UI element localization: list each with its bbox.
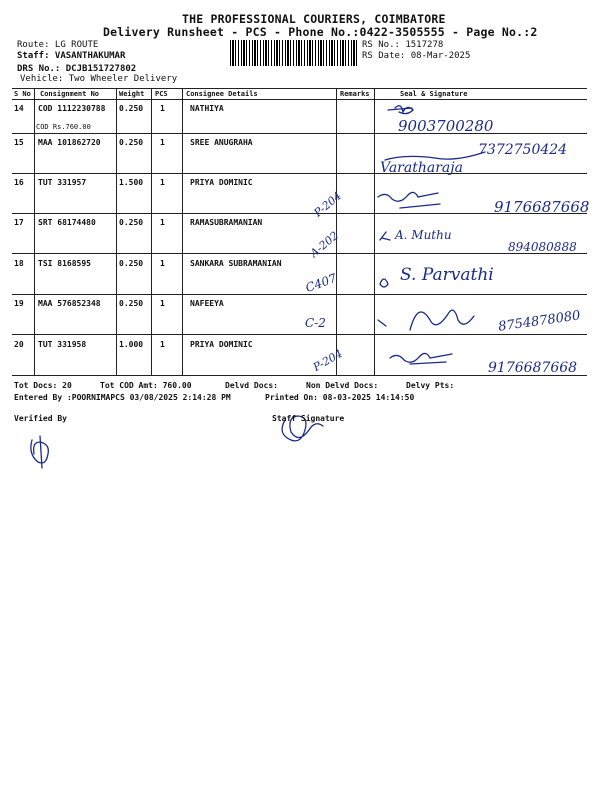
handwritten-remark: P-204 bbox=[311, 189, 345, 220]
signature-stroke bbox=[390, 353, 452, 362]
route-label: Route: LG ROUTE bbox=[17, 40, 99, 50]
cell-sno: 15 bbox=[14, 138, 24, 147]
cell-consignee: NAFEEYA bbox=[190, 299, 224, 308]
cell-consignee: PRIYA DOMINIC bbox=[190, 178, 253, 187]
cod-amount-note: COD Rs.760.00 bbox=[36, 123, 91, 131]
handwritten-phone: 7372750424 bbox=[478, 142, 568, 158]
handwritten-remark: C-2 bbox=[305, 316, 326, 330]
cell-pcs: 1 bbox=[160, 299, 165, 308]
cell-consignment: MAA 576852348 bbox=[38, 299, 101, 308]
cell-weight: 1.000 bbox=[119, 340, 144, 349]
cell-pcs: 1 bbox=[160, 340, 165, 349]
cell-pcs: 1 bbox=[160, 138, 165, 147]
cell-weight: 0.250 bbox=[119, 104, 144, 113]
cell-consignment: TUT 331958 bbox=[38, 340, 87, 349]
staff-label: Staff: VASANTHAKUMAR bbox=[17, 51, 126, 61]
printed-on: Printed On: 08-03-2025 14:14:50 bbox=[265, 393, 415, 402]
delivery-points: Delvy Pts: bbox=[406, 381, 455, 390]
signature-stroke bbox=[410, 310, 474, 330]
handwritten-phone: 9176687668 bbox=[488, 360, 578, 376]
cell-weight: 0.250 bbox=[119, 299, 144, 308]
rs-date: RS Date: 08-Mar-2025 bbox=[362, 51, 471, 61]
verified-by-label: Verified By bbox=[14, 414, 67, 423]
cell-sno: 20 bbox=[14, 340, 24, 349]
drs-number: DRS No.: DCJB151727802 bbox=[17, 64, 137, 74]
cell-weight: 1.500 bbox=[119, 178, 144, 187]
handwritten-remark: A-202 bbox=[307, 229, 342, 260]
handwritten-remark: P-204 bbox=[310, 346, 345, 375]
col-header-consignee: Consignee Details bbox=[186, 90, 258, 98]
col-header-seal-signature: Seal & Signature bbox=[400, 90, 468, 98]
staff-signature-label: Staff Signature bbox=[272, 414, 345, 423]
cell-consignee: PRIYA DOMINIC bbox=[190, 340, 253, 349]
handwritten-name: Varatharaja bbox=[380, 160, 463, 176]
cell-pcs: 1 bbox=[160, 178, 165, 187]
cell-consignment: MAA 101862720 bbox=[38, 138, 101, 147]
handwritten-phone: 894080888 bbox=[508, 240, 577, 254]
cell-consignee: NATHIYA bbox=[190, 104, 224, 113]
cell-sno: 17 bbox=[14, 218, 24, 227]
signature-stroke bbox=[400, 204, 440, 208]
delivered-docs: Delvd Docs: bbox=[225, 381, 278, 390]
cell-consignment: COD 1112230788 bbox=[38, 104, 106, 113]
signature-stroke bbox=[380, 279, 388, 287]
cell-consignee: SREE ANUGRAHA bbox=[190, 138, 253, 147]
cell-pcs: 1 bbox=[160, 259, 165, 268]
col-header-weight: Weight bbox=[119, 90, 145, 98]
handwritten-remark: C407 bbox=[303, 270, 339, 296]
runsheet-subtitle: Delivery Runsheet - PCS - Phone No.:0422-3505555 - Page No.:2 bbox=[103, 25, 538, 39]
signature-stroke bbox=[31, 436, 48, 468]
total-cod-amount: Tot COD Amt: 760.00 bbox=[100, 381, 192, 390]
signature-stroke bbox=[378, 192, 438, 201]
cell-sno: 18 bbox=[14, 259, 24, 268]
rs-number: RS No.: 1517278 bbox=[362, 40, 444, 50]
cell-consignment: SRT 68174480 bbox=[38, 218, 96, 227]
signature-stroke bbox=[385, 152, 485, 160]
handwritten-name: S. Parvathi bbox=[400, 265, 494, 285]
cell-consignee: SANKARA SUBRAMANIAN bbox=[190, 259, 282, 268]
handwritten-phone: 9003700280 bbox=[398, 117, 494, 135]
handwritten-phone: 9176687668 bbox=[494, 198, 590, 216]
signature-stroke bbox=[378, 320, 386, 326]
cell-pcs: 1 bbox=[160, 218, 165, 227]
non-delivered-docs: Non Delvd Docs: bbox=[306, 381, 379, 390]
cell-weight: 0.250 bbox=[119, 218, 144, 227]
company-title: THE PROFESSIONAL COURIERS, COIMBATORE bbox=[182, 12, 446, 26]
col-header-consignment: Consignment No bbox=[40, 90, 100, 98]
cell-weight: 0.250 bbox=[119, 259, 144, 268]
vehicle-label: Vehicle: Two Wheeler Delivery bbox=[20, 74, 178, 84]
entered-by: Entered By :POORNIMAPCS 03/08/2025 2:14:28 PM bbox=[14, 393, 231, 402]
cell-pcs: 1 bbox=[160, 104, 165, 113]
cell-consignment: TSI 8168595 bbox=[38, 259, 91, 268]
handwritten-name: A. Muthu bbox=[395, 228, 452, 242]
total-docs: Tot Docs: 20 bbox=[14, 381, 72, 390]
signature-stroke bbox=[388, 108, 412, 110]
cell-consignment: TUT 331957 bbox=[38, 178, 87, 187]
handwritten-phone: 8754878080 bbox=[497, 308, 582, 335]
cell-sno: 16 bbox=[14, 178, 24, 187]
col-header-pcs: PCS bbox=[155, 90, 168, 98]
cell-weight: 0.250 bbox=[119, 138, 144, 147]
col-header-remarks: Remarks bbox=[340, 90, 370, 98]
signature-stroke bbox=[410, 362, 446, 364]
col-header-sno: S No bbox=[14, 90, 31, 98]
cell-consignee: RAMASUBRAMANIAN bbox=[190, 218, 263, 227]
signature-stroke bbox=[380, 232, 390, 240]
cell-sno: 19 bbox=[14, 299, 24, 308]
cell-sno: 14 bbox=[14, 104, 24, 113]
